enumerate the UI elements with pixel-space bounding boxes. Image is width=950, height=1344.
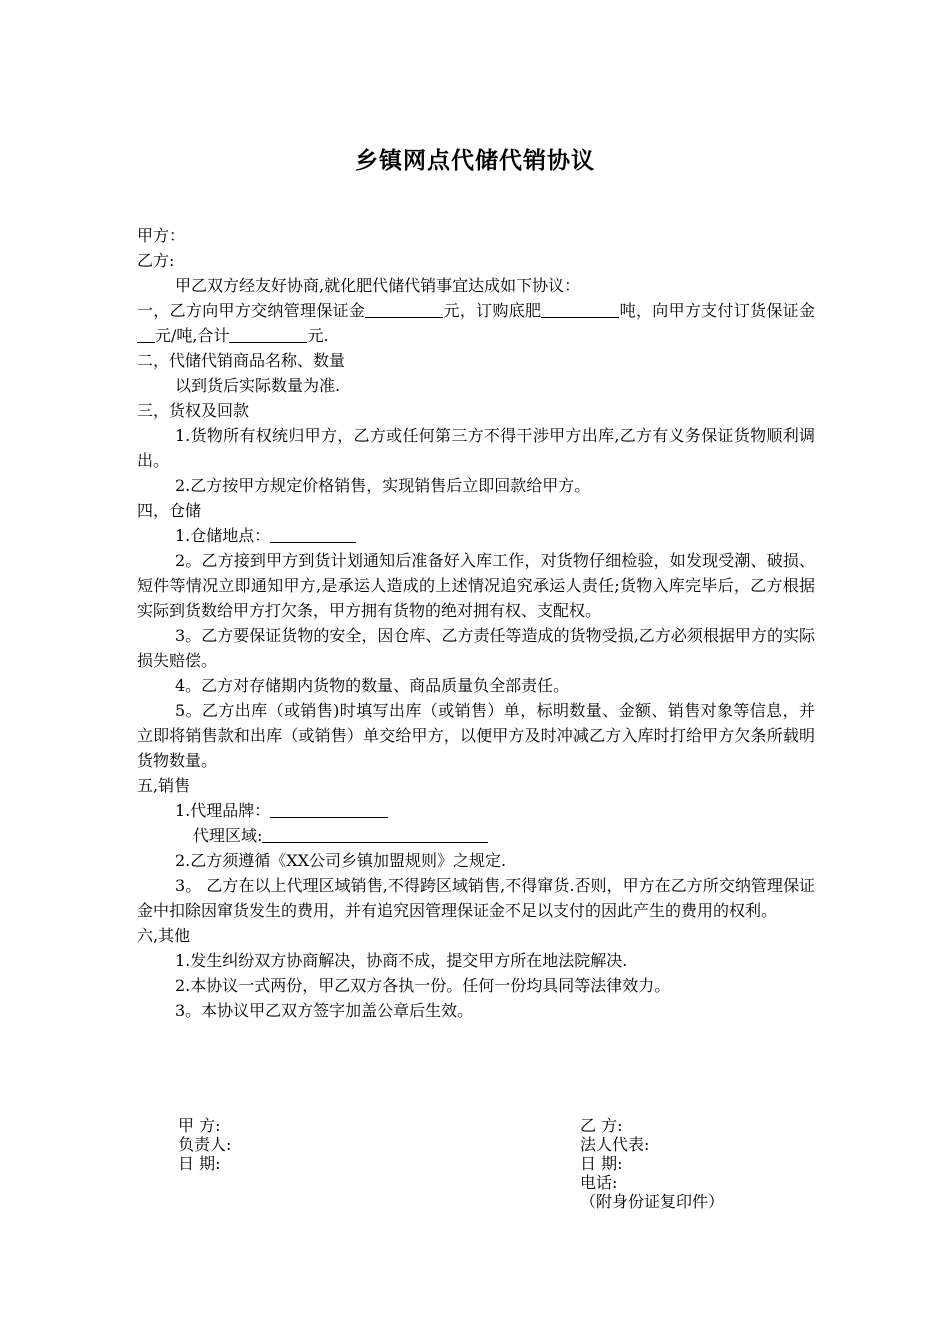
- signature-block-party-a: [178, 1116, 231, 1173]
- section-2-heading: 二，代储代销商品名称、数量: [137, 351, 346, 370]
- region-blank[interactable]: [262, 824, 488, 843]
- section-4-item-1: [137, 523, 815, 548]
- party-a-sign-label: 甲 方:: [178, 1116, 221, 1135]
- section-3-item-2: 2.乙方按甲方规定价格销售，实现销售后立即回款给甲方。: [175, 476, 591, 495]
- party-b-date-label: 日 期:: [580, 1154, 623, 1173]
- section-6-heading: 六,其他: [137, 926, 191, 945]
- agreement-body: [137, 223, 815, 1023]
- signature-block-party-b: [580, 1116, 724, 1211]
- section-5-item-2: 2.乙方须遵循《XX公司乡镇加盟规则》之规定.: [175, 851, 507, 870]
- section-3-item-1: 1.货物所有权统归甲方，乙方或任何第三方不得干涉甲方出库,乙方有义务保证货物顺利调出。: [137, 426, 815, 470]
- document-title: 乡镇网点代储代销协议: [355, 147, 595, 174]
- id-copy-note: （附身份证复印件）: [580, 1192, 725, 1211]
- section-4-item-5: 5。乙方出库（或销售)时填写出库（或销售）单，标明数量、金额、销售对象等信息，并立即将销售款和出库（或销售）单交给甲方，以便甲方及时冲减乙方入库时打给甲方欠条所载明货物数量。: [137, 701, 815, 770]
- section-4-item-4: 4。乙方对存储期内货物的数量、商品质量负全部责任。: [175, 676, 570, 695]
- section-4-heading: 四，仓储: [137, 501, 202, 520]
- storage-location-blank[interactable]: [270, 524, 356, 543]
- party-b-sign-label: 乙 方:: [580, 1116, 623, 1135]
- brand-blank[interactable]: [270, 799, 388, 818]
- section-2-text: 以到货后实际数量为准.: [175, 376, 341, 395]
- section-6-item-1: 1.发生纠纷双方协商解决，协商不成，提交甲方所在地法院解决.: [175, 951, 628, 970]
- section-3-heading: 三，货权及回款: [137, 401, 250, 420]
- s1-text-e: 元.: [307, 326, 329, 345]
- deposit-amount-blank[interactable]: [365, 299, 443, 318]
- section-1: [137, 298, 815, 348]
- total-amount-blank[interactable]: [229, 324, 307, 343]
- section-6-item-3: 3。本协议甲乙双方签字加盖公章后生效。: [175, 1001, 474, 1020]
- party-b-phone-label: 电话:: [580, 1173, 618, 1192]
- section-5-region: [137, 823, 815, 848]
- party-a-date-label: 日 期:: [178, 1154, 221, 1173]
- fertilizer-tons-blank[interactable]: [541, 299, 619, 318]
- brand-label: 1.代理品牌：: [175, 801, 271, 820]
- price-per-ton-blank[interactable]: [137, 324, 155, 343]
- s1-text-c: 吨，向甲方支付订货保证金: [619, 301, 815, 320]
- region-label: 代理区域:: [193, 826, 263, 845]
- s1-text-d: 元/吨,合计: [155, 326, 230, 345]
- section-6-item-2: 2.本协议一式两份，甲乙双方各执一份。任何一份均具同等法律效力。: [175, 976, 671, 995]
- party-a-line: 甲方：: [137, 226, 186, 245]
- intro-paragraph: 甲乙双方经友好协商,就化肥代储代销事宜达成如下协议：: [175, 276, 581, 295]
- section-4-item-2: 2。乙方接到甲方到货计划通知后准备好入库工作，对货物仔细检验，如发现受潮、破损、短件等情况立即通知甲方,是承运人造成的上述情况追究承运人责任;货物入库完毕后，乙方根据实际到货数给甲方打欠条，甲方拥有货物的绝对拥有权、支配权。: [137, 551, 815, 620]
- party-a-responsible-label: 负责人:: [178, 1135, 232, 1154]
- storage-location-label: 1.仓储地点：: [175, 526, 271, 545]
- section-5-item-1: [137, 798, 815, 823]
- section-5-heading: 五,销售: [137, 776, 191, 795]
- s1-text-b: 元，订购底肥: [443, 301, 542, 320]
- party-b-legal-rep-label: 法人代表:: [580, 1135, 650, 1154]
- section-5-item-3: 3。 乙方在以上代理区域销售,不得跨区域销售,不得窜货.否则，甲方在乙方所交纳管理保证金中扣除因窜货发生的费用，并有追究因管理保证金不足以支付的因此产生的费用的权利。: [137, 876, 815, 920]
- party-b-line: 乙方:: [137, 251, 175, 270]
- s1-text-a: 一，乙方向甲方交纳管理保证金: [137, 301, 366, 320]
- section-4-item-3: 3。乙方要保证货物的安全，因仓库、乙方责任等造成的货物受损,乙方必须根据甲方的实际损失赔偿。: [137, 626, 815, 670]
